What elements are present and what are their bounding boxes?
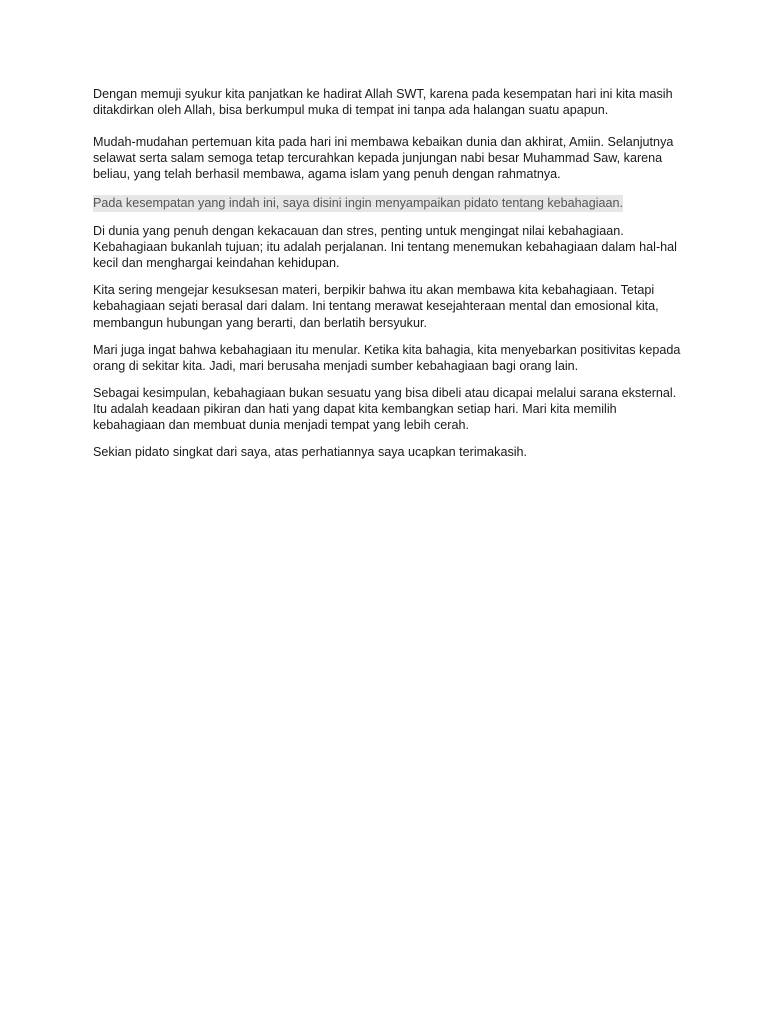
paragraph-topic (93, 195, 683, 211)
paragraph-greeting: Mudah-mudahan pertemuan kita pada hari ini membawa kebaikan dunia dan akhirat, Amiin. Selanjutnya selawat serta salam semoga tetap tercurahkan kepada junjungan nabi besar Muhammad Saw, karena beliau, yang telah berhasil membawa, agama islam yang penuh dengan rahmatnya. (93, 134, 674, 182)
paragraph-body-3: Mari juga ingat bahwa kebahagiaan itu menular. Ketika kita bahagia, kita menyebarkan positivitas kepada orang di sekitar kita. Jadi, mari berusaha menjadi sumber kebahagiaan bagi orang lain. (93, 342, 681, 373)
paragraph-conclusion: Sebagai kesimpulan, kebahagiaan bukan sesuatu yang bisa dibeli atau dicapai melalui sarana eksternal. Itu adalah keadaan pikiran dan hati yang dapat kita kembangkan setiap hari. Mari kita memilih kebahagiaan dan membuat dunia menjadi tempat yang lebih cerah. (93, 385, 677, 433)
highlighted-text: Pada kesempatan yang indah ini, saya disini ingin menyampaikan pidato tentang kebahagiaan. (93, 196, 624, 211)
paragraph-body-1: Di dunia yang penuh dengan kekacauan dan stres, penting untuk mengingat nilai kebahagiaan. Kebahagiaan bukanlah tujuan; itu adalah perjalanan. Ini tentang menemukan kebahagiaan dalam hal-hal kecil dan menghargai keindahan kehidupan. (93, 223, 677, 271)
document-body (93, 86, 683, 471)
paragraph-closing: Sekian pidato singkat dari saya, atas perhatiannya saya ucapkan terimakasih. (93, 445, 528, 460)
paragraph-body-2: Kita sering mengejar kesuksesan materi, berpikir bahwa itu akan membawa kita kebahagiaan. Tetapi kebahagiaan sejati berasal dari dalam. Ini tentang merawat kesejahteraan mental dan emosional kita, membangun hubungan yang berarti, dan berlatih bersyukur. (93, 283, 659, 330)
paragraph-opening: Dengan memuji syukur kita panjatkan ke hadirat Allah SWT, karena pada kesempatan hari ini kita masih ditakdirkan oleh Allah, bisa berkumpul muka di tempat ini tanpa ada halangan suatu apapun. (93, 87, 673, 118)
